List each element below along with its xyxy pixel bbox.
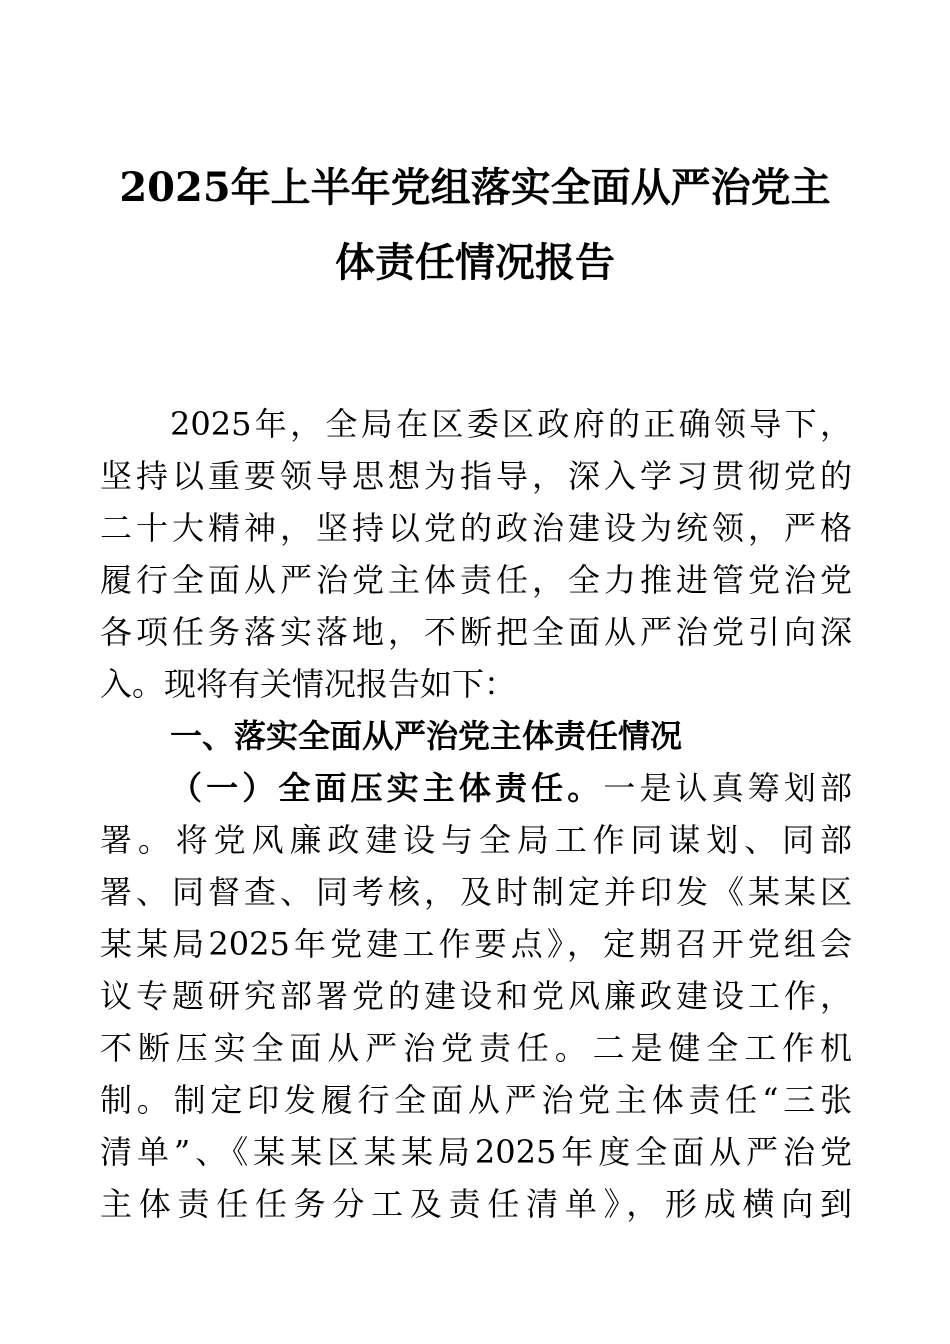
paragraph-line: 入。现将有关情况报告如下： bbox=[100, 665, 517, 703]
paragraph-line: 议专题研究部署党的建设和党风廉政建设工作， bbox=[100, 977, 852, 1015]
paragraph-line: 署、同督查、同考核，及时制定并印发《某某区 bbox=[100, 873, 852, 911]
document-body bbox=[100, 398, 852, 1230]
subsection-first-line-text: 一是认真筹划部 bbox=[603, 769, 852, 807]
subsection-first-line bbox=[100, 762, 852, 814]
paragraph-line: 主体责任任务分工及责任清单》，形成横向到 bbox=[100, 1185, 852, 1223]
paragraph-line: 各项任务落实落地，不断把全面从严治党引向深 bbox=[100, 613, 852, 651]
paragraph-line: 履行全面从严治党主体责任，全力推进管党治党 bbox=[100, 561, 852, 599]
paragraph-line: 不断压实全面从严治党责任。二是健全工作机 bbox=[100, 1029, 852, 1067]
paragraph-line: 清单”、《某某区某某局2025年度全面从严治党 bbox=[100, 1133, 852, 1171]
paragraph-line: 某某局2025年党建工作要点》，定期召开党组会 bbox=[100, 925, 852, 963]
section-heading: 一、落实全面从严治党主体责任情况 bbox=[170, 717, 683, 755]
document-title-line-2: 体责任情况报告 bbox=[335, 239, 615, 286]
paragraph-line: 署。将党风廉政建设与全局工作同谋划、同部 bbox=[100, 821, 852, 859]
paragraph-line: 坚持以重要领导思想为指导，深入学习贯彻党的 bbox=[100, 457, 852, 495]
paragraph-line: 2025年，全局在区委区政府的正确领导下， bbox=[170, 405, 852, 443]
paragraph-line: 制。制定印发履行全面从严治党主体责任“三张 bbox=[100, 1081, 852, 1119]
subsection-heading: （一）全面压实主体责任。 bbox=[170, 769, 604, 807]
document-title-line-1: 2025年上半年党组落实全面从严治党主 bbox=[119, 164, 831, 211]
paragraph-line: 二十大精神，坚持以党的政治建设为统领，严格 bbox=[100, 509, 852, 547]
